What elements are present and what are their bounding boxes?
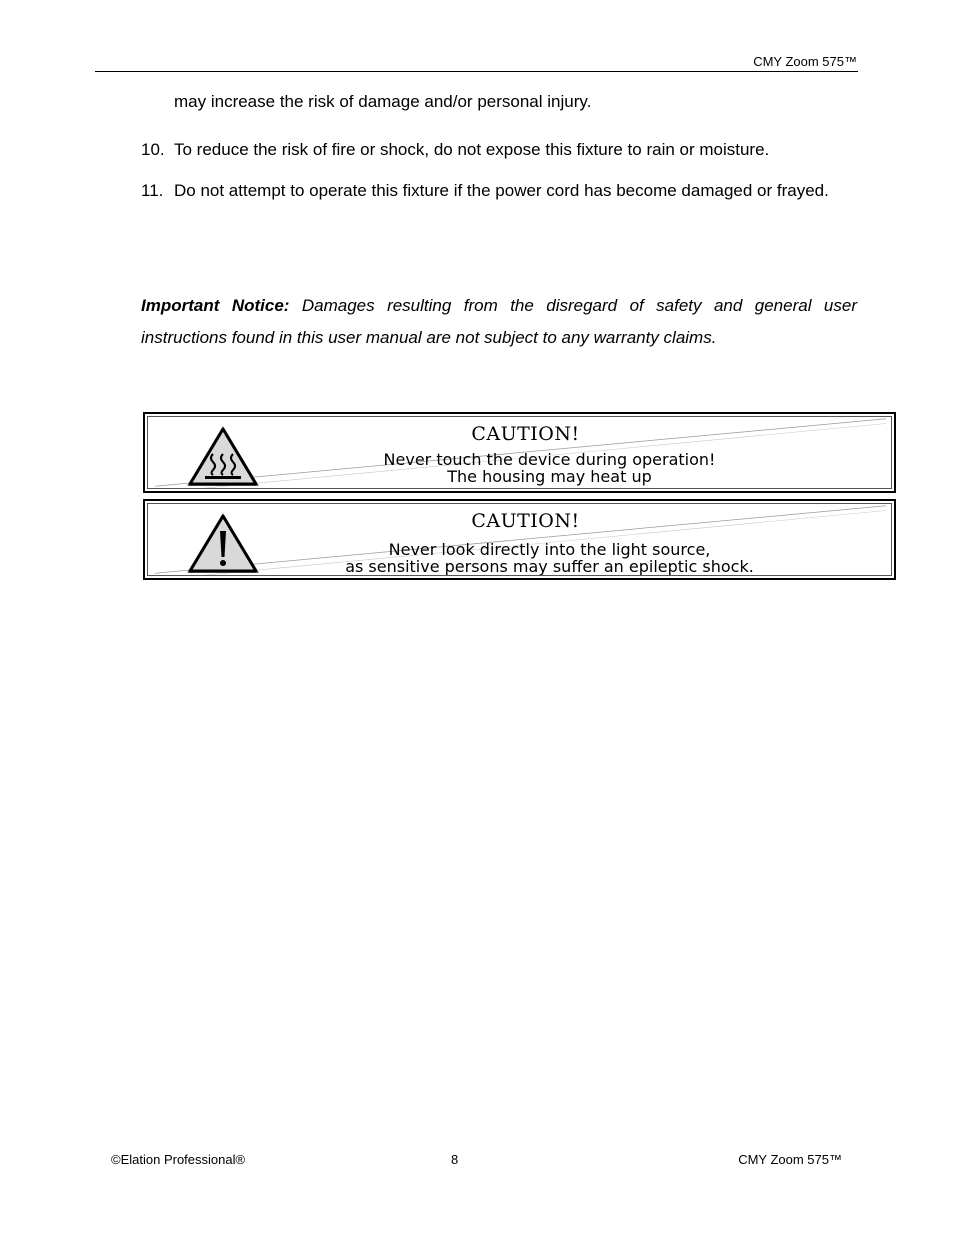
caution-line: Never touch the device during operation! [383,450,716,469]
notice-label: Important Notice: [141,296,290,315]
list-item-number: 11. [141,181,164,200]
list-item-text: To reduce the risk of fire or shock, do not expose this fixture to rain or moisture. [174,140,770,159]
caution-line: as sensitive persons may suffer an epileptic shock. [345,557,754,576]
caution-box-light [143,499,896,580]
list-item-number: 10. [141,140,165,159]
footer-copyright: ©Elation Professional® [111,1152,246,1167]
header-divider [95,71,858,72]
caution-box-heat [143,412,896,493]
caution-heading: CAUTION! [471,423,580,445]
list-item [141,174,857,207]
important-notice [141,290,857,354]
page-header-title: CMY Zoom 575™ [753,54,857,69]
page-number: 8 [451,1152,459,1167]
caution-line: The housing may heat up [447,467,652,486]
continuation-text: may increase the risk of damage and/or personal injury. [174,92,592,111]
caution-heading: CAUTION! [471,510,580,532]
caution-line: Never look directly into the light source, [388,540,711,559]
list-item-text: Do not attempt to operate this fixture if the power cord has become damaged or frayed. [174,181,829,200]
list-item [141,133,857,166]
footer-product: CMY Zoom 575™ [738,1152,842,1167]
notice-text: Damages resulting from the disregard of safety and general user instructions found in this user manual are not subject to any warranty claims. [141,296,857,347]
